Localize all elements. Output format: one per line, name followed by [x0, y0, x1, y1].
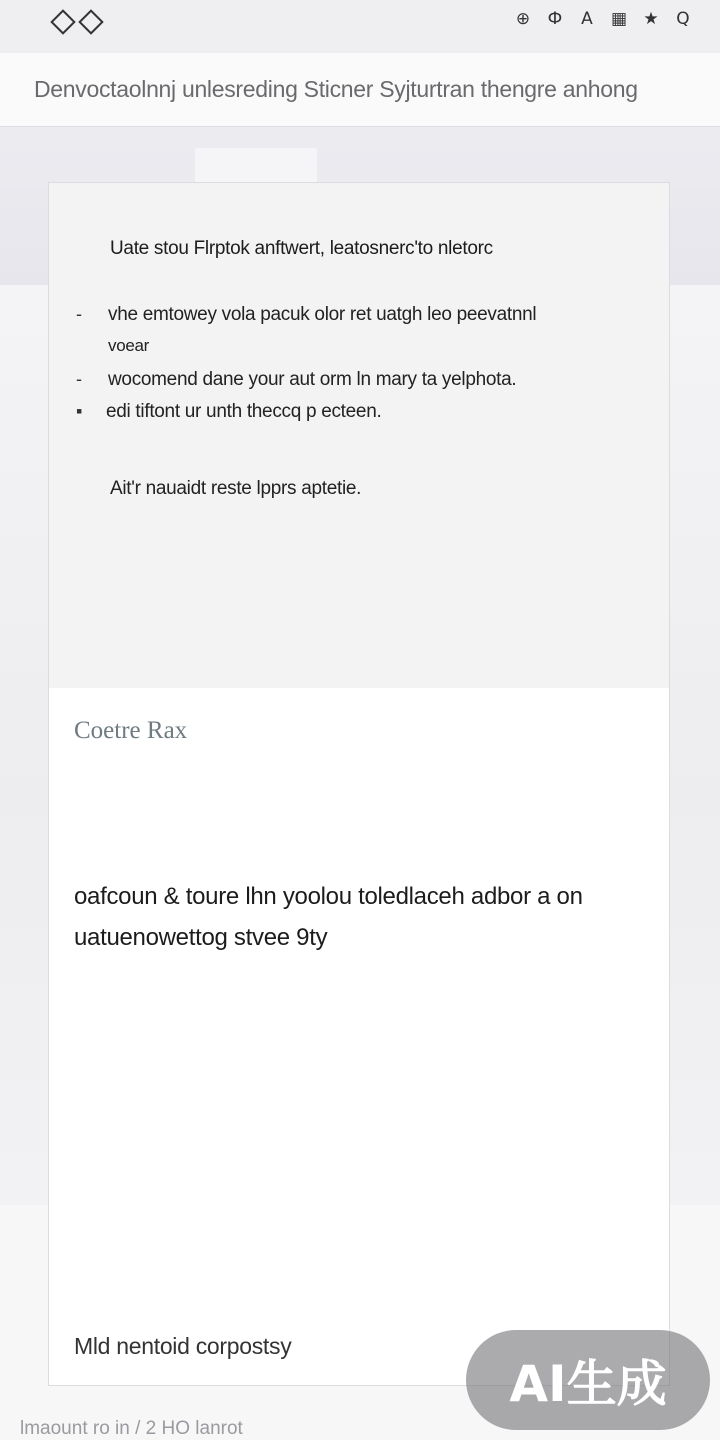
list-item: vhe emtowey vola pacuk olor ret uatgh leo peevatnnl [108, 304, 537, 325]
list-item: edi tiftont ur unth theccq p ecteen. [106, 401, 382, 422]
list-item-continuation: voear [108, 336, 150, 355]
star-icon[interactable]: ★ [643, 9, 659, 29]
section-body: oafcoun & toure lhn yoolou toledlaceh adbor a on uatuenowettog stvee 9ty [74, 883, 583, 951]
ai-generated-watermark: AI生成 [466, 1330, 710, 1430]
document-icon[interactable]: ▦ [610, 9, 628, 29]
section-card [48, 688, 670, 1386]
bullet-marker: ▪ [76, 401, 83, 421]
compass-icon[interactable]: ⊕ [515, 9, 531, 29]
bullet-marker: - [76, 369, 82, 389]
bottom-partial-text: lmaount ro in / 2 HO lanrot [20, 1418, 243, 1439]
toolbar-right-icons [512, 6, 694, 32]
font-icon[interactable]: A [581, 9, 593, 29]
list-item: wocomend dane your aut orm ln mary ta yelphota. [108, 369, 517, 390]
brightness-icon[interactable]: Ф [547, 9, 563, 29]
card-note: Ait'r nauaidt reste lpprs aptetie. [110, 478, 362, 499]
diamond-icon[interactable] [50, 9, 75, 34]
background-decoration [195, 148, 317, 184]
page-title: Denvoctaolnnj unlesreding Sticner Syjturtran thengre anhong [34, 76, 638, 102]
section-title: Coetre Rax [74, 717, 188, 744]
toolbar-left-icons [52, 9, 102, 35]
card-heading: Uate stou Flrptok anftwert, leatosnerc'to nletorc [110, 238, 493, 259]
bullet-marker: - [76, 304, 82, 324]
section-footer: Mld nentoid corpostsy [74, 1333, 292, 1359]
search-icon[interactable]: Q [676, 9, 690, 29]
diamond-icon[interactable] [78, 9, 103, 34]
